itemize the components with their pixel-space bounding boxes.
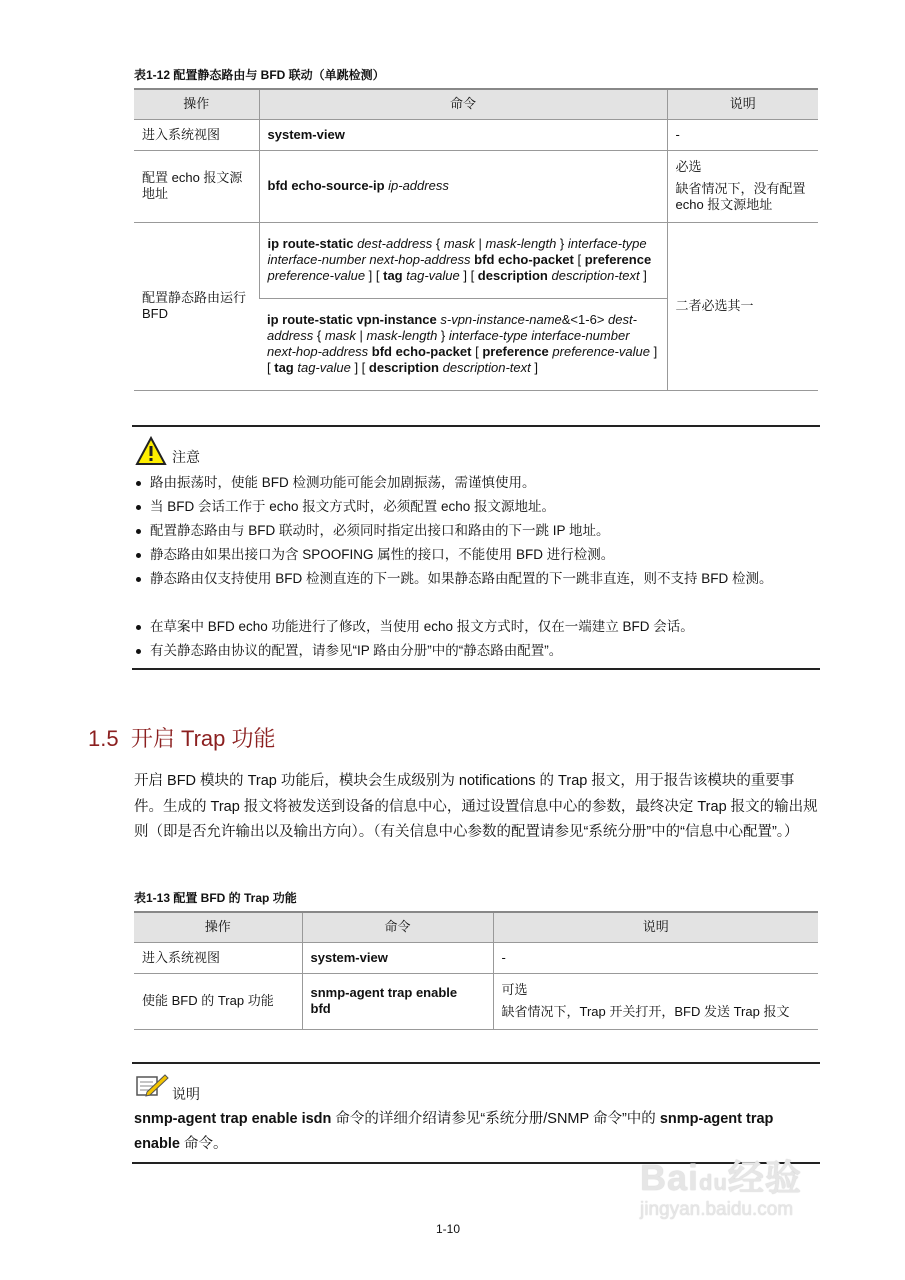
argument: dest-address (357, 236, 433, 251)
page-number: 1-10 (436, 1222, 461, 1236)
argument: mask (443, 236, 475, 251)
caution-item: 路由振荡时，使能 BFD 检测功能可能会加剧振荡，需谨慎使用。 (134, 471, 824, 495)
cmd-cell (259, 222, 667, 298)
section-title: 开启 Trap 功能 (130, 726, 276, 751)
watermark-url: jingyan.baidu.com (640, 1199, 794, 1220)
cmd-cell (259, 150, 667, 222)
keyword: bfd echo-packet (474, 252, 574, 267)
keyword: snmp-agent trap enable (134, 1111, 774, 1152)
desc-line: 缺省情况下，没有配置 echo 报文源地址 (675, 181, 806, 212)
argument: tag-value (406, 268, 460, 283)
text-segment: &<1-6> (561, 312, 609, 327)
table-row (134, 119, 818, 150)
keyword: ip route-static (267, 236, 358, 251)
keyword: description (477, 268, 552, 283)
table1-caption: 表1-12 配置静态路由与 BFD 联动（单跳检测） (134, 68, 385, 82)
th-desc: 说明 (493, 912, 818, 942)
note-pencil-icon (135, 1072, 169, 1103)
text-segment: } (556, 236, 568, 251)
argument: preference-value (267, 268, 366, 283)
note-top-rule (132, 1062, 820, 1064)
caution-item: 静态路由如果出接口为含 SPOOFING 属性的接口，不能使用 BFD 进行检测。 (134, 543, 824, 567)
text-segment: ] (530, 360, 538, 375)
text-segment: 命令。 (179, 1136, 228, 1152)
section-paragraph: 开启 BFD 模块的 Trap 功能后，模块会生成级别为 notifications 的 Trap 报文，用于报告该模块的重要事件。生成的 Trap 报文将被发送到设备的信息中心，通过设置信息中心的参数，最终决定 Trap 报文的输出规则（即是否允许输出以及输出方向）。（有关信息中心参数的配置请参见“系统分册”中的“信息中心配置”。） (134, 773, 818, 840)
keyword: system-view (267, 126, 345, 142)
argument: mask (324, 328, 356, 343)
th-desc: 说明 (667, 89, 818, 119)
th-op: 操作 (134, 912, 302, 942)
th-cmd: 命令 (302, 912, 493, 942)
desc-line: 可选 (501, 982, 528, 997)
desc-line: 必选 (675, 159, 702, 174)
argument: s-vpn-instance-name (440, 312, 562, 327)
keyword: description (368, 360, 443, 375)
argument: ip-address (388, 178, 449, 193)
text-segment: { (432, 236, 444, 251)
keyword: tag (383, 268, 407, 283)
desc-cell (667, 150, 818, 222)
table-row (134, 942, 818, 973)
desc-cell: 二者必选其一 (667, 222, 818, 390)
text-segment: ] [ (350, 360, 369, 375)
argument: tag-value (297, 360, 351, 375)
desc-cell: - (493, 942, 818, 973)
caution-item: 静态路由仅支持使用 BFD 检测直连的下一跳。如果静态路由配置的下一跳非直连，则不支持 BFD 检测。 (134, 567, 824, 591)
keyword: preference (482, 344, 553, 359)
text-segment: { (313, 328, 325, 343)
op-cell: 使能 BFD 的 Trap 功能 (134, 973, 302, 1029)
table1 (134, 88, 818, 391)
cmd-cell (259, 298, 667, 390)
op-cell: 配置 echo 报文源地址 (134, 150, 259, 222)
caution-title: 注意 (172, 449, 200, 465)
text-segment: [ (471, 344, 483, 359)
text-segment: ] [ (365, 268, 384, 283)
caution-item: 当 BFD 会话工作于 echo 报文方式时，必须配置 echo 报文源地址。 (134, 495, 824, 519)
text-segment: ] (639, 268, 647, 283)
op-cell: 进入系统视图 (134, 942, 302, 973)
table-row (134, 973, 818, 1029)
argument: interface-type interface-number next-hop-address (267, 236, 647, 267)
note-title: 说明 (172, 1086, 200, 1102)
desc-cell: - (667, 119, 818, 150)
text-segment: [ (573, 252, 585, 267)
th-cmd: 命令 (259, 89, 667, 119)
table2 (134, 911, 818, 1030)
caution-item: 在草案中 BFD echo 功能进行了修改，当使用 echo 报文方式时，仅在一端建立 BFD 会话。 (134, 615, 824, 639)
section-heading (88, 722, 275, 753)
desc-cell (493, 973, 818, 1029)
cmd-cell (259, 119, 667, 150)
text-segment: 命令的详细介绍请参见“系统分册/SNMP 命令”中的 (331, 1111, 660, 1127)
argument: dest-address (267, 312, 637, 343)
argument: description-text (551, 268, 640, 283)
op-cell: 配置静态路由运行 BFD (134, 222, 259, 390)
argument: description-text (442, 360, 531, 375)
op-cell: 进入系统视图 (134, 119, 259, 150)
table-row (134, 150, 818, 222)
argument: mask-length (485, 236, 557, 251)
text-segment: } (437, 328, 449, 343)
caution-top-rule (132, 425, 820, 427)
caution-bottom-rule (132, 668, 820, 670)
keyword: ip route-static vpn-instance (267, 312, 441, 327)
text-segment: ] [ (267, 344, 658, 375)
keyword: bfd echo-packet (371, 344, 472, 359)
cmd-cell: system-view (302, 942, 493, 973)
section-number: 1.5 (88, 726, 119, 751)
text-segment: | (355, 328, 367, 343)
cmd-cell: snmp-agent trap enable bfd (302, 973, 493, 1029)
table-row (134, 222, 818, 298)
caution-item: 配置静态路由与 BFD 联动时，必须同时指定出接口和路由的下一跳 IP 地址。 (134, 519, 824, 543)
keyword: preference (584, 252, 652, 267)
caution-item: 有关静态路由协议的配置，请参见“IP 路由分册”中的“静态路由配置”。 (134, 639, 824, 663)
desc-line: 缺省情况下，Trap 开关打开，BFD 发送 Trap 报文 (501, 1004, 790, 1019)
baidu-watermark (640, 1150, 802, 1221)
text-segment: | (474, 236, 486, 251)
th-op: 操作 (134, 89, 259, 119)
argument: mask-length (366, 328, 438, 343)
keyword: tag (274, 360, 298, 375)
watermark-logo: Baidu经验 (640, 1157, 802, 1198)
keyword: snmp-agent trap enable isdn (134, 1111, 332, 1127)
argument: interface-type interface-number next-hop-address (267, 328, 630, 359)
text-segment: ] [ (459, 268, 478, 283)
keyword: bfd echo-source-ip (267, 178, 389, 193)
warning-triangle-icon (135, 436, 167, 471)
argument: preference-value (552, 344, 650, 359)
table2-caption: 表1-13 配置 BFD 的 Trap 功能 (134, 891, 297, 905)
